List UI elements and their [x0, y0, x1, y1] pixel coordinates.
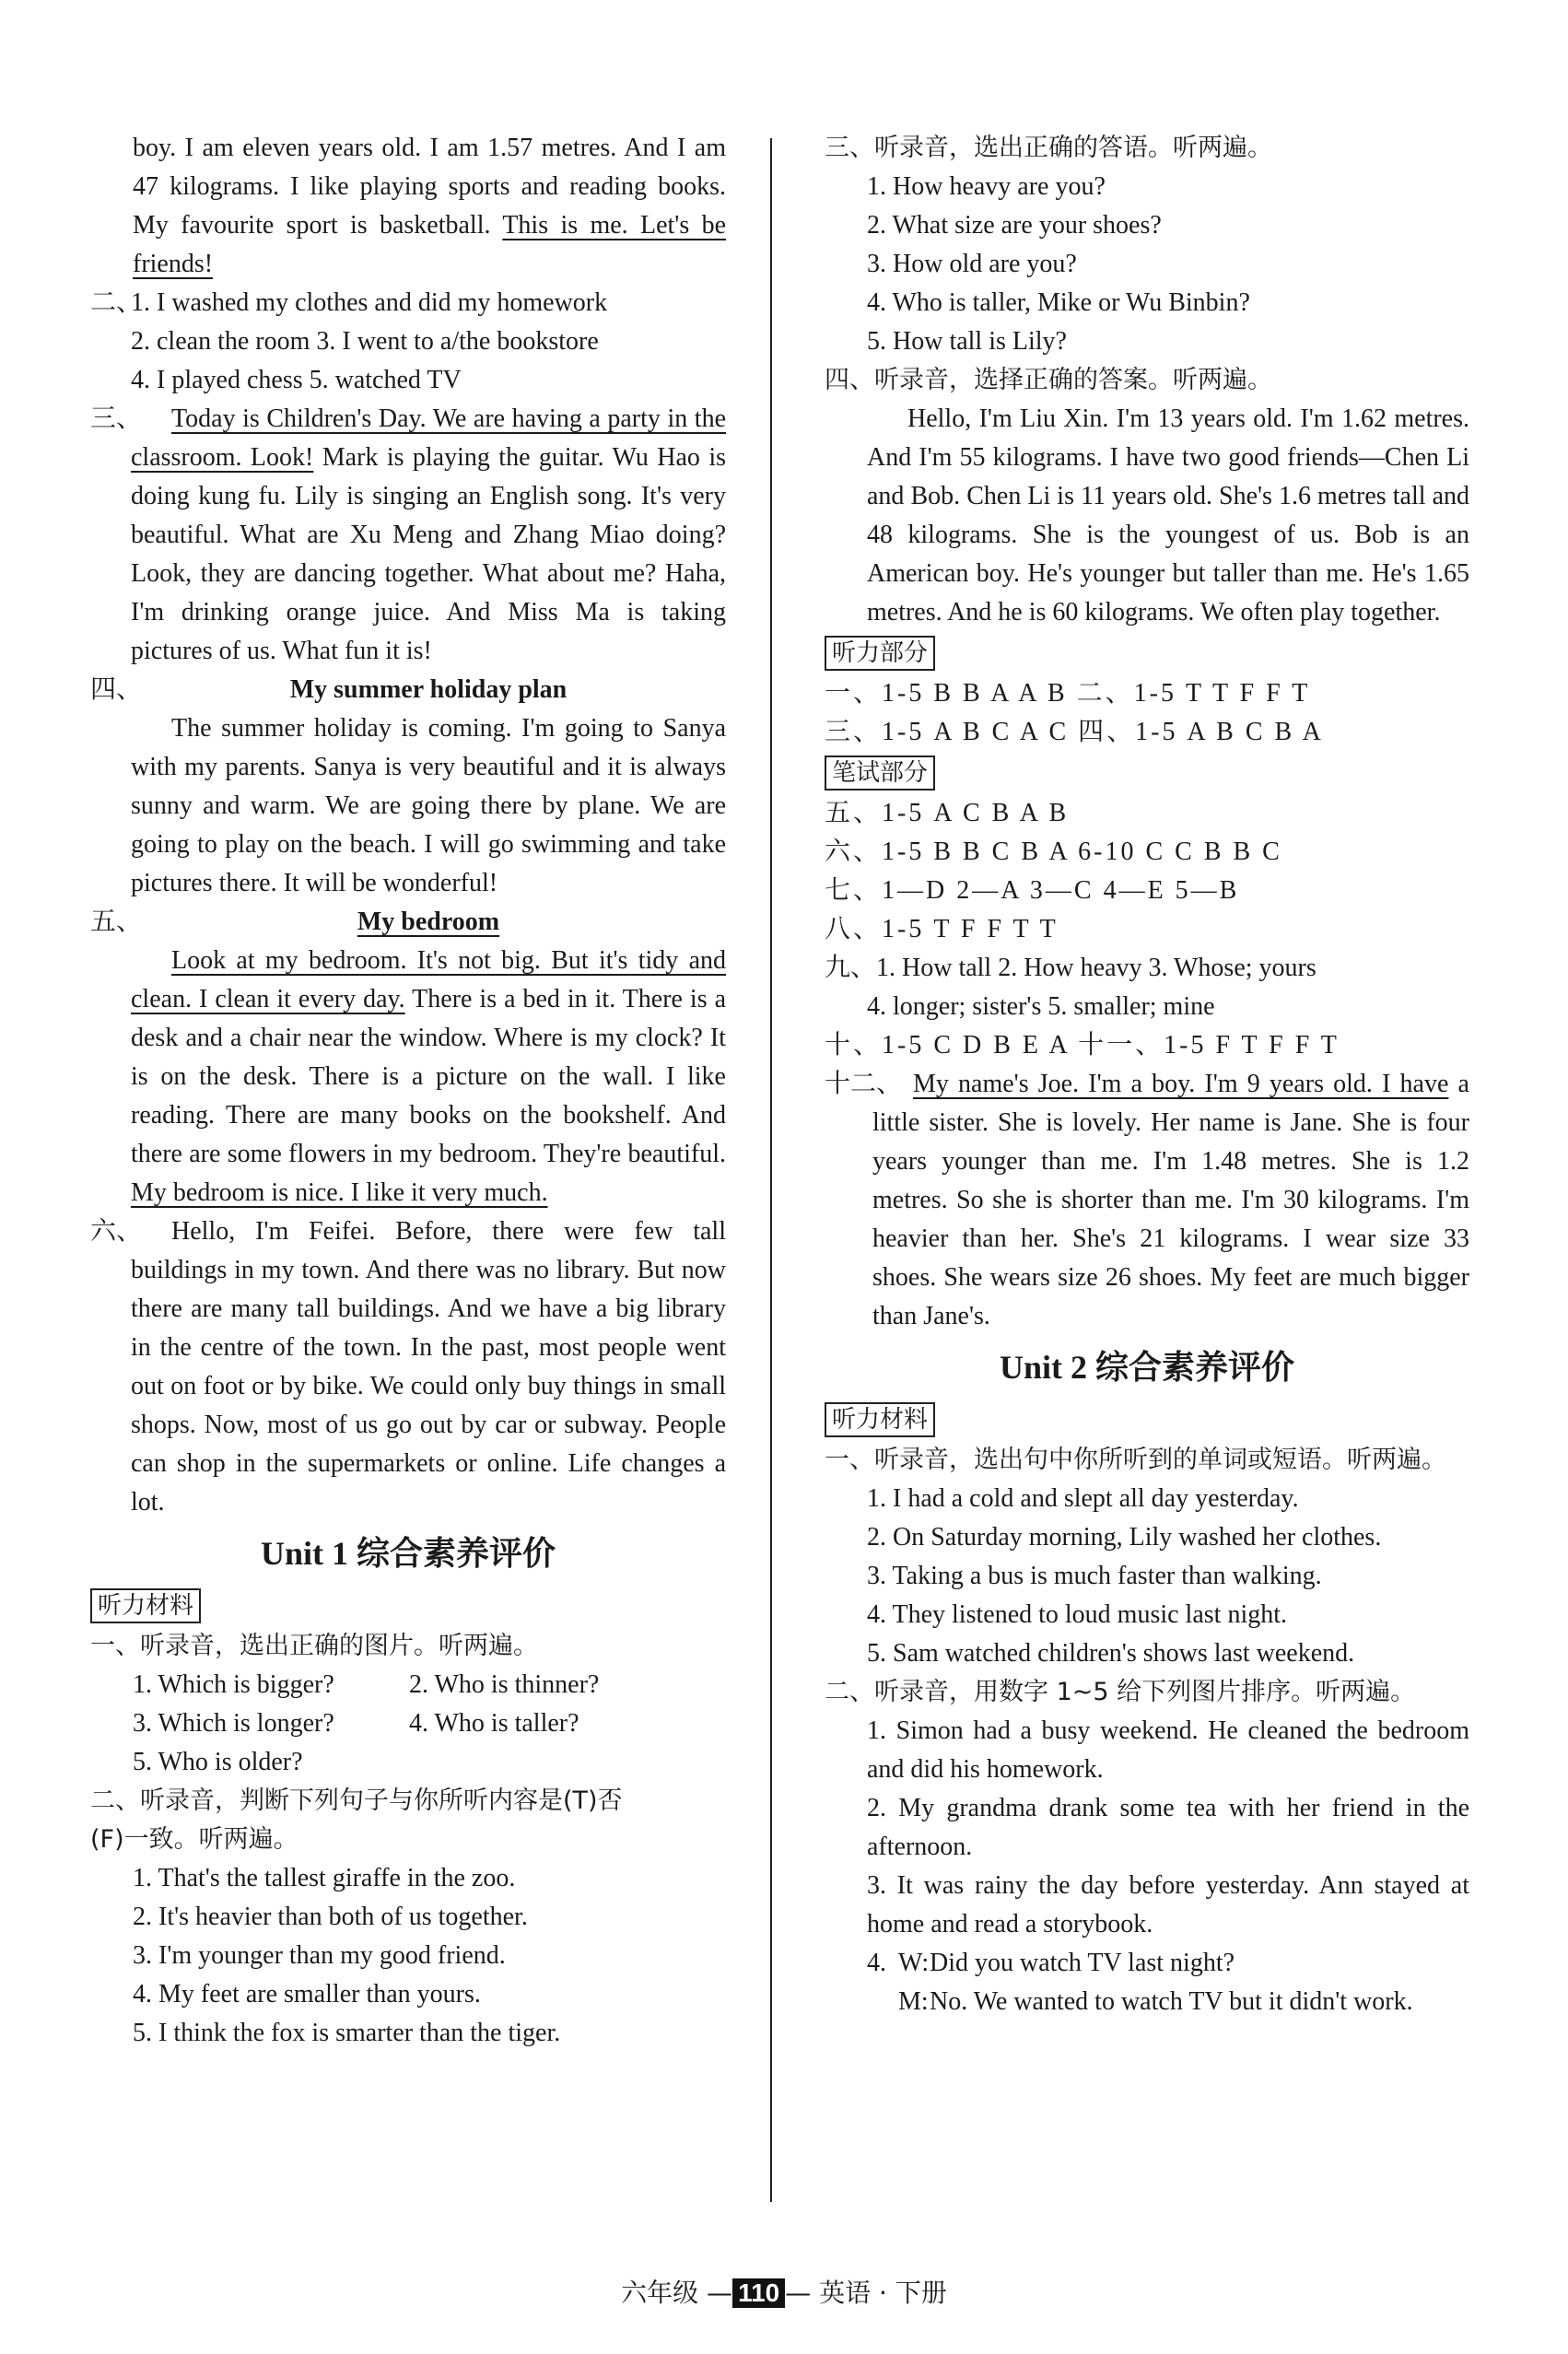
right-column [825, 129, 1469, 2021]
underlined-text: My bedroom is nice. I like it very much. [131, 1178, 548, 1207]
question-item: 4. Who is taller? [409, 1709, 579, 1738]
question-item: 1. How heavy are you? [867, 172, 1106, 201]
paragraph-text: Hello, I'm Liu Xin. I'm 13 years old. I'm 1.62 metres. And I'm 55 kilograms. I have two good friends—Chen Li and Bob. Chen Li is 11 years old. She's 1.6 metres tall and 48 kilograms. She is the youngest of us. Bob is an American boy. He's younger but taller than me. He's 1.65 metres. And he is 60 kilograms. We often play together. [867, 404, 1469, 627]
answer-section-12 [825, 1065, 1469, 1336]
question-item: 5. Who is older? [133, 1748, 303, 1776]
text-line: And I am 47 kilograms. I like playing sports and [133, 134, 726, 201]
section-marker: 二、 [90, 288, 143, 317]
paragraph-text: Mark is playing the guitar. Wu Hao is doing kung fu. Lily is singing an English song. It's very beautiful. What are Xu Meng and Zhang Miao doing? Look, they are dancing together. What about me? Haha, I'm drinking orange juice. And Miss Ma is taking pictures of us. What fun it is! [131, 443, 726, 665]
question-item: 3. Which is longer? [133, 1709, 334, 1738]
underlined-text: Look at my bedroom. It's not big. But it's tidy and clean. I clean it every day. [131, 946, 726, 1013]
question-item: 3. Taking a bus is much faster than walking. [867, 1562, 1322, 1590]
page-number: 110 [732, 2278, 785, 2308]
question-item: 2. On Saturday morning, Lily washed her clothes. [867, 1523, 1382, 1552]
question-header: 二、听录音，判断下列句子与你所听内容是(T)否 [90, 1786, 623, 1815]
answer-line: 五、1-5 A C B A B [825, 799, 1070, 827]
question-item: 4. They listened to loud music last night. [867, 1600, 1287, 1629]
section-marker: 十二、 [825, 1070, 903, 1098]
essay-title: My bedroom [357, 908, 500, 936]
footer-grade: 六年级 — [621, 2278, 733, 2308]
section-marker: 四、 [90, 675, 143, 704]
question-header: (F)一致。听两遍。 [90, 1825, 298, 1854]
section-3 [90, 400, 726, 671]
paragraph-text: Hello, I'm Feifei. Before, there were few tall buildings in my town. And there was no library. But now there are many tall buildings. And we have a big library in the centre of the town. In the past, most people went out on foot or by bike. We could only buy things in small shops. Now, most of us go out by car or subway. People can shop in the supermarkets or online. Life changes a lot. [131, 1217, 726, 1517]
speaker-label: W: [898, 1949, 930, 1977]
answer-line: 一、1-5 B B A A B 二、1-5 T T F F T [825, 679, 1311, 708]
intro-paragraph [90, 129, 726, 284]
question-item: 1. I had a cold and slept all day yesterday. [867, 1484, 1299, 1513]
unit-title: Unit 1 综合素养评价 [260, 1535, 556, 1572]
section-label-box: 听力材料 [90, 1588, 201, 1623]
answer-line: 4. I played chess 5. watched TV [131, 366, 462, 394]
dialog-item [867, 1944, 1469, 2021]
answer-line: 八、1-5 T F F T T [825, 915, 1059, 943]
question-item: 2. My grandma drank some tea with her friend in the afternoon. [867, 1794, 1469, 1861]
item-number: 4. [867, 1949, 886, 1977]
answer-line: 九、1. How tall 2. How heavy 3. Whose; yours [825, 954, 1316, 982]
section-label-box: 听力材料 [825, 1402, 935, 1437]
question-header: 一、听录音，选出正确的图片。听两遍。 [90, 1632, 538, 1660]
underlined-text: Today is Children's Day. We are having a party in the classroom. Look! [131, 404, 726, 472]
paragraph-text: There is a bed in it. There is a desk and a chair near the window. Where is my clock? It is on the desk. There is a picture on the wall. I like reading. There are many books on the bookshelf. And there are some flowers in my bedroom. They're beautiful. [131, 985, 727, 1168]
column-divider [770, 138, 772, 2202]
underlined-text: This is me. Let's be friends! [133, 211, 727, 278]
question-item: 3. It was rainy the day before yesterday. Ann stayed at home and read a storybook. [867, 1871, 1469, 1938]
question-header: 四、听录音，选择正确的答案。听两遍。 [825, 366, 1272, 394]
question-item: 4. My feet are smaller than yours. [133, 1980, 481, 2009]
section-6 [90, 1212, 726, 1522]
question-item: 2. Who is thinner? [409, 1670, 600, 1699]
question-item: 4. Who is taller, Mike or Wu Binbin? [867, 288, 1250, 317]
speaker-label: M: [898, 1987, 929, 2016]
question-items [90, 1859, 726, 2053]
answer-line: 十、1-5 C D B E A 十一、1-5 F T F F T [825, 1031, 1340, 1060]
question-items [825, 1712, 1469, 2021]
text-line: boy. I am eleven years old. I am 1.57 metres. [133, 134, 617, 162]
question-item: 1. Which is bigger? [133, 1670, 334, 1699]
answer-line: 2. clean the room 3. I went to a/the bookstore [131, 327, 599, 356]
question-items [825, 168, 1469, 361]
section-5 [90, 903, 726, 1212]
question-item: 2. It's heavier than both of us together. [133, 1903, 528, 1931]
question-item: 3. I'm younger than my good friend. [133, 1941, 506, 1970]
question-header: 一、听录音，选出句中你所听到的单词或短语。听两遍。 [825, 1446, 1446, 1474]
answer-line: 1. I washed my clothes and did my homework [131, 288, 608, 317]
section-marker: 三、 [90, 404, 143, 433]
paragraph-text: The summer holiday is coming. I'm going to Sanya with my parents. Sanya is very beautiful and it is always sunny and warm. We are going there by plane. We are going to play on the beach. I will go swimming and take pictures there. It will be wonderful! [131, 714, 726, 897]
section-marker: 五、 [90, 908, 143, 936]
section-label-box: 笔试部分 [825, 755, 935, 791]
question-items [90, 1666, 726, 1782]
question-item: 5. Sam watched children's shows last weekend. [867, 1639, 1355, 1668]
answer-line: 七、1—D 2—A 3—C 4—E 5—B [825, 876, 1240, 905]
answer-line: 六、1-5 B B C B A 6-10 C C B B C [825, 837, 1282, 866]
answer-line: 三、1-5 A B C A C 四、1-5 A B C B A [825, 718, 1324, 746]
paragraph-text: a little sister. She is lovely. Her name is Jane. She is four years younger than me. I'm 1.48 metres. She is 1.2 metres. So she is shorter than me. I'm 30 kilograms. I'm heavier than her. She's 21 kilograms. I wear size 33 shoes. She wears size 26 shoes. My feet are much bigger than Jane's. [872, 1070, 1469, 1330]
section-marker: 六、 [90, 1217, 143, 1246]
question-item: 5. I think the fox is smarter than the tiger. [133, 2019, 561, 2047]
question-items [825, 1480, 1469, 1673]
page-footer [0, 2273, 1568, 2310]
underlined-text: My name's Joe. I'm a boy. I'm 9 years old. I have [913, 1070, 1449, 1098]
question-item: 5. How tall is Lily? [867, 327, 1067, 356]
section-4 [90, 671, 726, 903]
text-line: reading books. My favourite sport is basketball. [133, 172, 727, 240]
dialog-line: No. We wanted to watch TV but it didn't work. [930, 1987, 1413, 2016]
question-item: 3. How old are you? [867, 250, 1077, 278]
question-item: 2. What size are your shoes? [867, 211, 1162, 240]
left-column [90, 129, 726, 2053]
question-item: 1. Simon had a busy weekend. He cleaned the bedroom and did his homework. [867, 1716, 1469, 1784]
dialog-line: Did you watch TV last night? [930, 1949, 1235, 1977]
question-item: 1. That's the tallest giraffe in the zoo. [133, 1864, 516, 1892]
answer-line: 4. longer; sister's 5. smaller; mine [867, 992, 1215, 1021]
essay-title: My summer holiday plan [289, 675, 568, 704]
question-header: 三、听录音，选出正确的答语。听两遍。 [825, 134, 1272, 162]
footer-subject: — 英语 · 下册 [785, 2278, 947, 2308]
question-header: 二、听录音，用数字 1~5 给下列图片排序。听两遍。 [825, 1678, 1416, 1706]
unit-title: Unit 2 综合素养评价 [999, 1349, 1294, 1386]
section-label-box: 听力部分 [825, 636, 935, 671]
section-2 [90, 284, 726, 400]
